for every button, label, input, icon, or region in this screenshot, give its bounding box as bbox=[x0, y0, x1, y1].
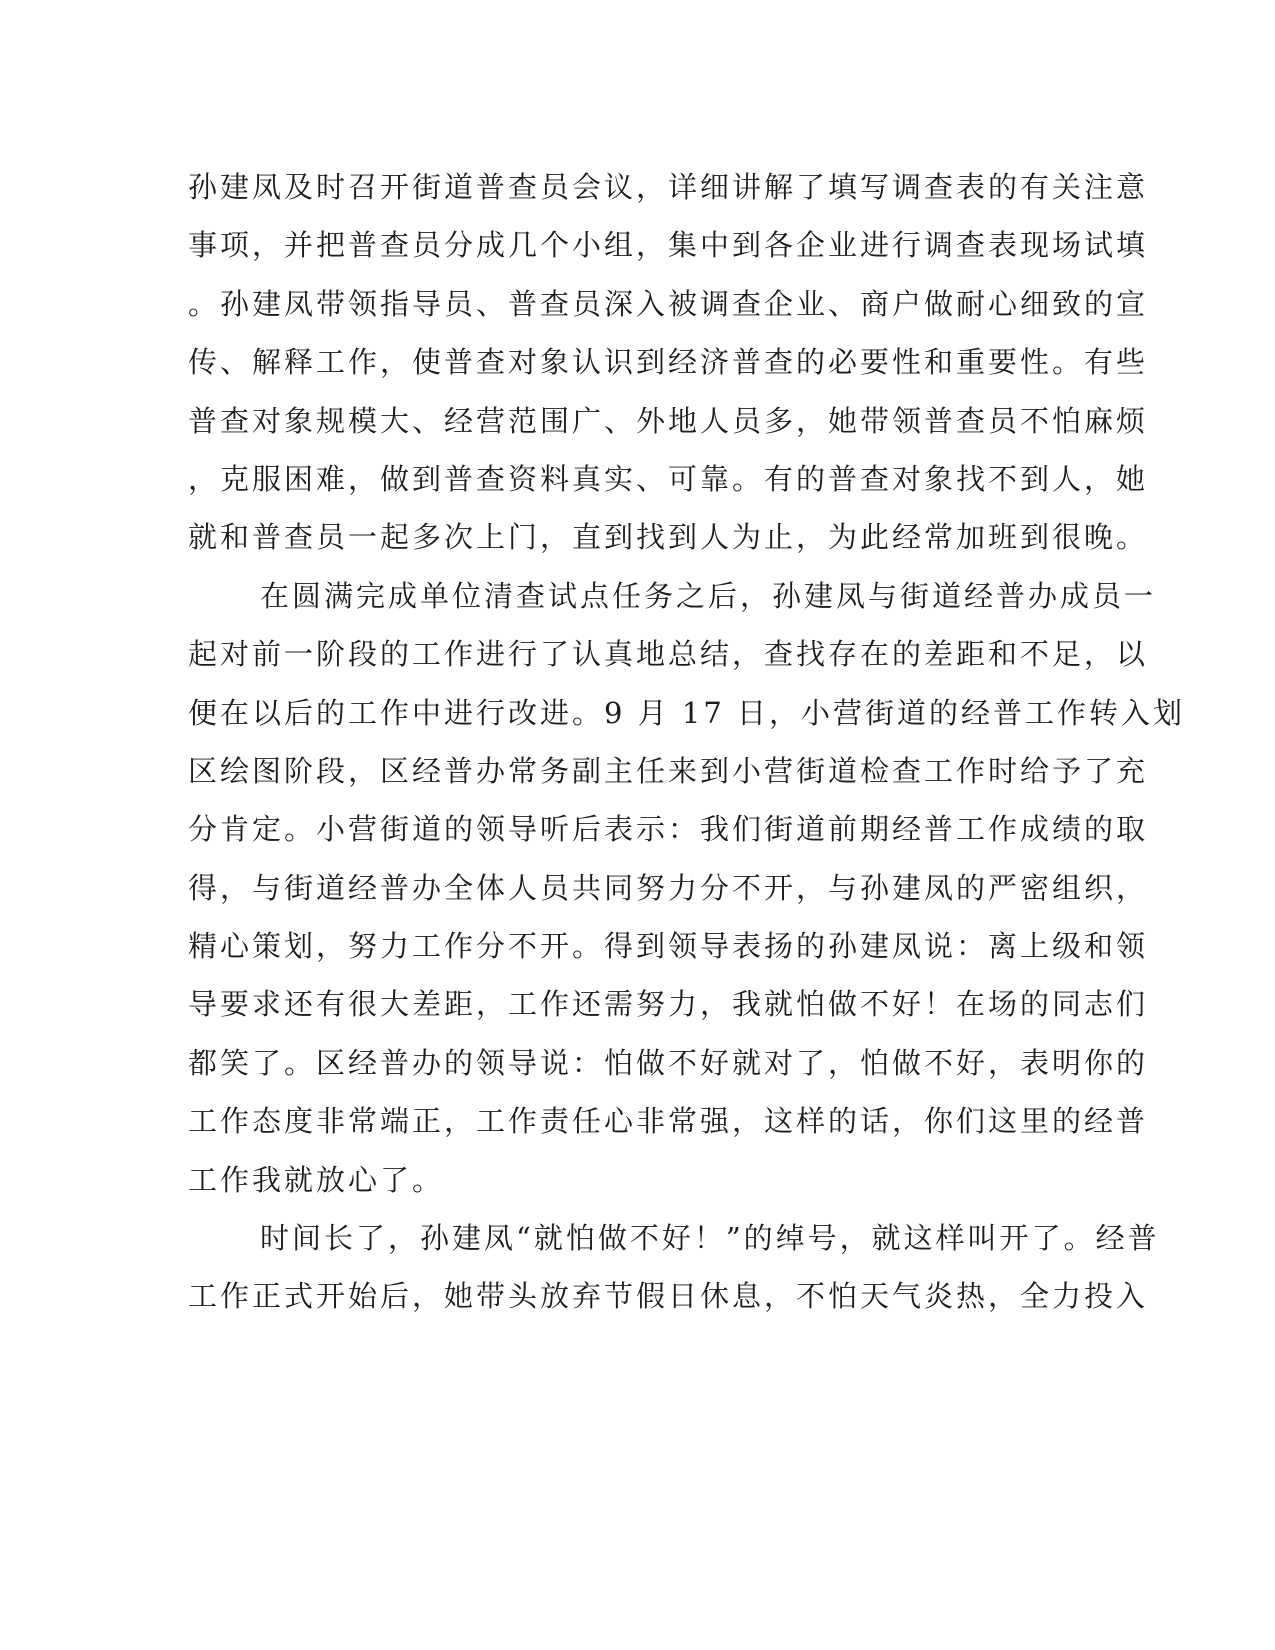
text-line: 事项，并把普查员分成几个小组，集中到各企业进行调查表现场试填 bbox=[188, 228, 1149, 263]
text-line: 孙建凤及时召开街道普查员会议，详细讲解了填写调查表的有关注意 bbox=[188, 170, 1149, 204]
paragraph-start-line: 在圆满完成单位清查试点任务之后，孙建凤与街道经普办成员一 bbox=[260, 578, 1157, 613]
text-line: 起对前一阶段的工作进行了认真地总结，查找存在的差距和不足，以 bbox=[188, 637, 1149, 672]
text-line: 便在以后的工作中进行改进。9 月 17 日，小营街道的经普工作转入划 bbox=[188, 695, 1186, 730]
text-line: 普查对象规模大、经营范围广、外地人员多，她带领普查员不怕麻烦 bbox=[188, 403, 1149, 438]
text-line: 工作正式开始后，她带头放弃节假日休息，不怕天气炎热，全力投入 bbox=[188, 1279, 1149, 1314]
text-line: 导要求还有很大差距，工作还需努力，我就怕做不好！在场的同志们 bbox=[188, 987, 1149, 1022]
text-line: 区绘图阶段，区经普办常务副主任来到小营街道检查工作时给予了充 bbox=[188, 753, 1149, 788]
text-line: 得，与街道经普办全体人员共同努力分不开，与孙建凤的严密组织， bbox=[188, 870, 1149, 905]
text-line: 传、解释工作，使普查对象认识到经济普查的必要性和重要性。有些 bbox=[188, 345, 1149, 380]
paragraph-start-line: 时间长了，孙建凤“就怕做不好！”的绰号，就这样叫开了。经普 bbox=[260, 1221, 1160, 1256]
text-line: 精心策划，努力工作分不开。得到领导表扬的孙建凤说：离上级和领 bbox=[188, 929, 1149, 964]
text-line: ，克服困难，做到普查资料真实、可靠。有的普查对象找不到人，她 bbox=[188, 461, 1149, 496]
text-line: 工作态度非常端正，工作责任心非常强，这样的话，你们这里的经普 bbox=[188, 1104, 1149, 1139]
text-line: 分肯定。小营街道的领导听后表示：我们街道前期经普工作成绩的取 bbox=[188, 812, 1149, 847]
text-line: 都笑了。区经普办的领导说：怕做不好就对了，怕做不好，表明你的 bbox=[188, 1045, 1149, 1080]
text-line: 工作我就放心了。 bbox=[188, 1162, 445, 1197]
text-line: 。孙建凤带领指导员、普查员深入被调查企业、商户做耐心细致的宣 bbox=[188, 286, 1149, 321]
text-line: 就和普查员一起多次上门，直到找到人为止，为此经常加班到很晚。 bbox=[188, 520, 1149, 555]
body-text bbox=[188, 158, 1186, 1326]
